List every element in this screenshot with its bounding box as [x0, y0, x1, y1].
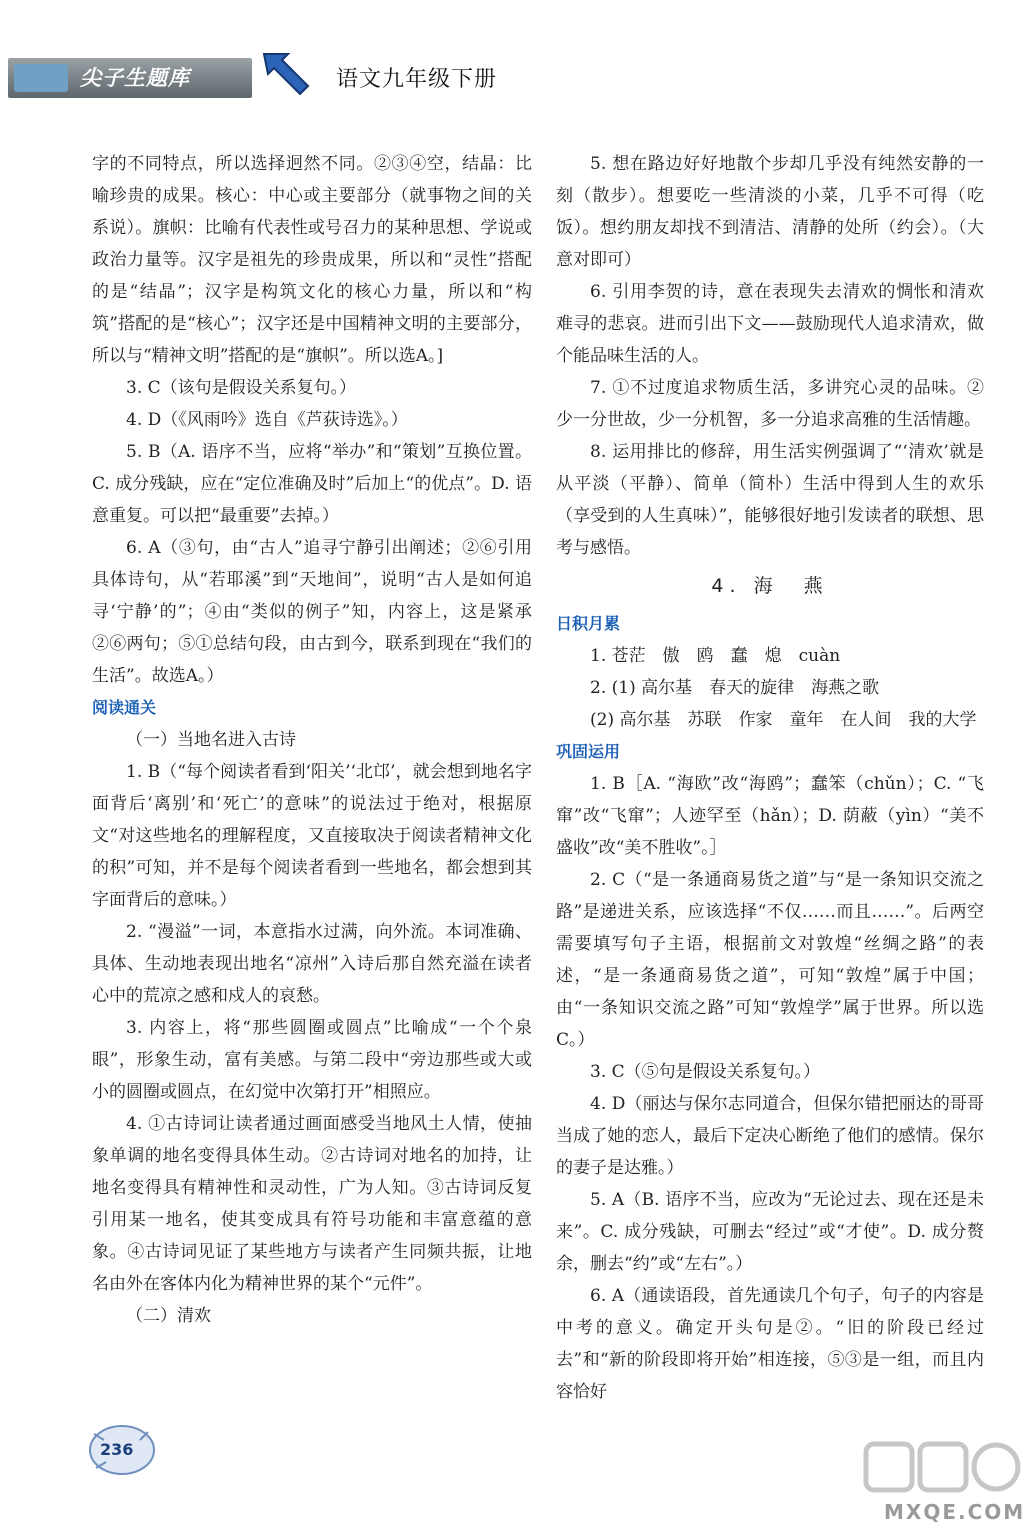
left-column — [92, 148, 532, 1332]
answer-item: 6. A（通读语段，首先通读几个句子，句子的内容是中考的意义。确定开头句是②。“旧的阶段已经过去”和“新的阶段即将开始”相连接，⑤③是一组，而且内容恰好 — [556, 1286, 984, 1402]
page-number: 236 — [100, 1440, 134, 1459]
answer-item: 4. D（《风雨吟》选自《芦荻诗选》。） — [126, 410, 408, 430]
answer-item: 3. C（⑤句是假设关系复句。） — [590, 1062, 821, 1082]
subsection-title: （一）当地名进入古诗 — [126, 730, 296, 750]
answer-item: 7. ①不过度追求物质生活，多讲究心灵的品味。②少一分世故，少一分机智，多一分追求高雅的生活情趣。 — [556, 378, 984, 430]
answer-item: 1. B（“每个阅读者看到‘阳关’‘北邙’，就会想到地名字面背后‘离别’和‘死亡’的意味”的说法过于绝对，根据原文“对这些地名的理解程度，又直接取决于阅读者精神文化的积”可知，并不是每个阅读者看到一些地名，都会想到其字面背后的意味。） — [92, 762, 532, 910]
answer-item: 5. A（B. 语序不当，应改为“无论过去、现在还是未来”。C. 成分残缺，可删去“经过”或“才使”。D. 成分赘余，删去“约”或“左右”。） — [556, 1190, 984, 1274]
answer-item: 1. B［A. “海欧”改“海鸥”；蠢笨（chǔn）；C. “飞窜”改“飞窜”；人迹罕至（hǎn）；D. 荫蔽（yìn）“美不盛收”改“美不胜收”。］ — [556, 774, 984, 858]
answer-item: 6. A（③句，由“古人”追寻宁静引出阐述；②⑥引用具体诗句，从“若耶溪”到“天地间”，说明“古人是如何追寻‘宁静’的”；④由“类似的例子”知，内容上，这是紧承②⑥两句；⑤①总结句段，由古到今，联系到现在“我们的生活”。故选A。） — [92, 538, 532, 686]
answer-paragraph: 字的不同特点，所以选择迥然不同。②③④空，结晶：比喻珍贵的成果。核心：中心或主要部分（就事物之间的关系说）。旗帜：比喻有代表性或号召力的某种思想、学说或政治力量等。汉字是祖先的珍贵成果，所以和“灵性”搭配的是“结晶”；汉字是构筑文化的核心力量，所以和“构筑”搭配的是“核心”；汉字还是中国精神文明的主要部分，所以与“精神文明”搭配的是“旗帜”。所以选A。] — [92, 154, 532, 366]
answer-item: 3. C（该句是假设关系复句。） — [126, 378, 357, 398]
brand-title: 尖子生题库 — [80, 66, 190, 90]
up-arrow-icon — [258, 46, 314, 102]
answer-item: 2. C（“是一条通商易货之道”与“是一条知识交流之路”是递进关系，应该选择“不仅……而且……”。后两空需要填写句子主语，根据前文对敦煌“丝绸之路”的表述，“是一条通商易货之道”，可知“敦煌”属于中国；由“一条知识交流之路”可知“敦煌学”属于世界。所以选C。） — [556, 870, 984, 1050]
answer-item: 3. 内容上，将“那些圆圈或圆点”比喻成“一个个泉眼”，形象生动，富有美感。与第二段中“旁边那些或大或小的圆圈或圆点，在幻觉中次第打开”相照应。 — [92, 1018, 532, 1102]
answer-item: 4. ①古诗词让读者通过画面感受当地风土人情，使抽象单调的地名变得具体生动。②古诗词对地名的加持，让地名变得具有精神性和灵动性，广为人知。③古诗词反复引用某一地名，使其变成具有符号功能和丰富意蕴的意象。④古诗词见证了某些地方与读者产生同频共振，让地名由外在客体内化为精神世界的某个“元件”。 — [92, 1114, 532, 1294]
book-title: 语文九年级下册 — [336, 67, 498, 92]
answer-item: 6. 引用李贺的诗，意在表现失去清欢的惆怅和清欢难寻的悲哀。进而引出下文——鼓励现代人追求清欢，做个能品味生活的人。 — [556, 282, 984, 366]
answer-item: 5. 想在路边好好地散个步却几乎没有纯然安静的一刻（散步）。想要吃一些清淡的小菜，几乎不可得（吃饭）。想约朋友却找不到清洁、清静的处所（约会）。（大意对即可） — [556, 154, 984, 270]
answer-item: 1. 苍茫 傲 鸥 蠢 熄 cuàn — [590, 646, 841, 666]
answer-item: 2. “漫溢”一词，本意指水过满，向外流。本词准确、具体、生动地表现出地名“凉州”入诗后那自然充溢在读者心中的荒凉之感和戍人的哀愁。 — [92, 922, 532, 1006]
subsection-title: （二）清欢 — [126, 1306, 211, 1326]
answer-item: 4. D（丽达与保尔志同道合，但保尔错把丽达的哥哥当成了她的恋人，最后下定决心断绝了他们的感情。保尔的妻子是达雅。） — [556, 1094, 984, 1178]
right-column — [556, 148, 984, 1408]
brand-accent-block — [14, 64, 68, 92]
answer-item: (2) 高尔基 苏联 作家 童年 在人间 我的大学 — [590, 710, 977, 730]
watermark-text: MXQE.COM — [884, 1500, 1026, 1524]
answer-item: 8. 运用排比的修辞，用生活实例强调了“‘清欢’就是从平淡（平静）、简单（简朴）生活中得到人生的欢乐（享受到的人生真味）”，能够很好地引发读者的联想、思考与感悟。 — [556, 442, 984, 558]
section-heading-apply: 巩固运用 — [556, 742, 621, 761]
lesson-title: 4. 海 燕 — [711, 575, 829, 597]
answer-item: 2. (1) 高尔基 春天的旋律 海燕之歌 — [590, 678, 880, 698]
section-heading-reading: 阅读通关 — [92, 698, 157, 717]
section-heading-daily: 日积月累 — [556, 614, 621, 633]
answer-item: 5. B（A. 语序不当，应将“举办”和“策划”互换位置。C. 成分残缺，应在“定位准确及时”后加上“的优点”。D. 语意重复。可以把“最重要”去掉。） — [92, 442, 532, 526]
